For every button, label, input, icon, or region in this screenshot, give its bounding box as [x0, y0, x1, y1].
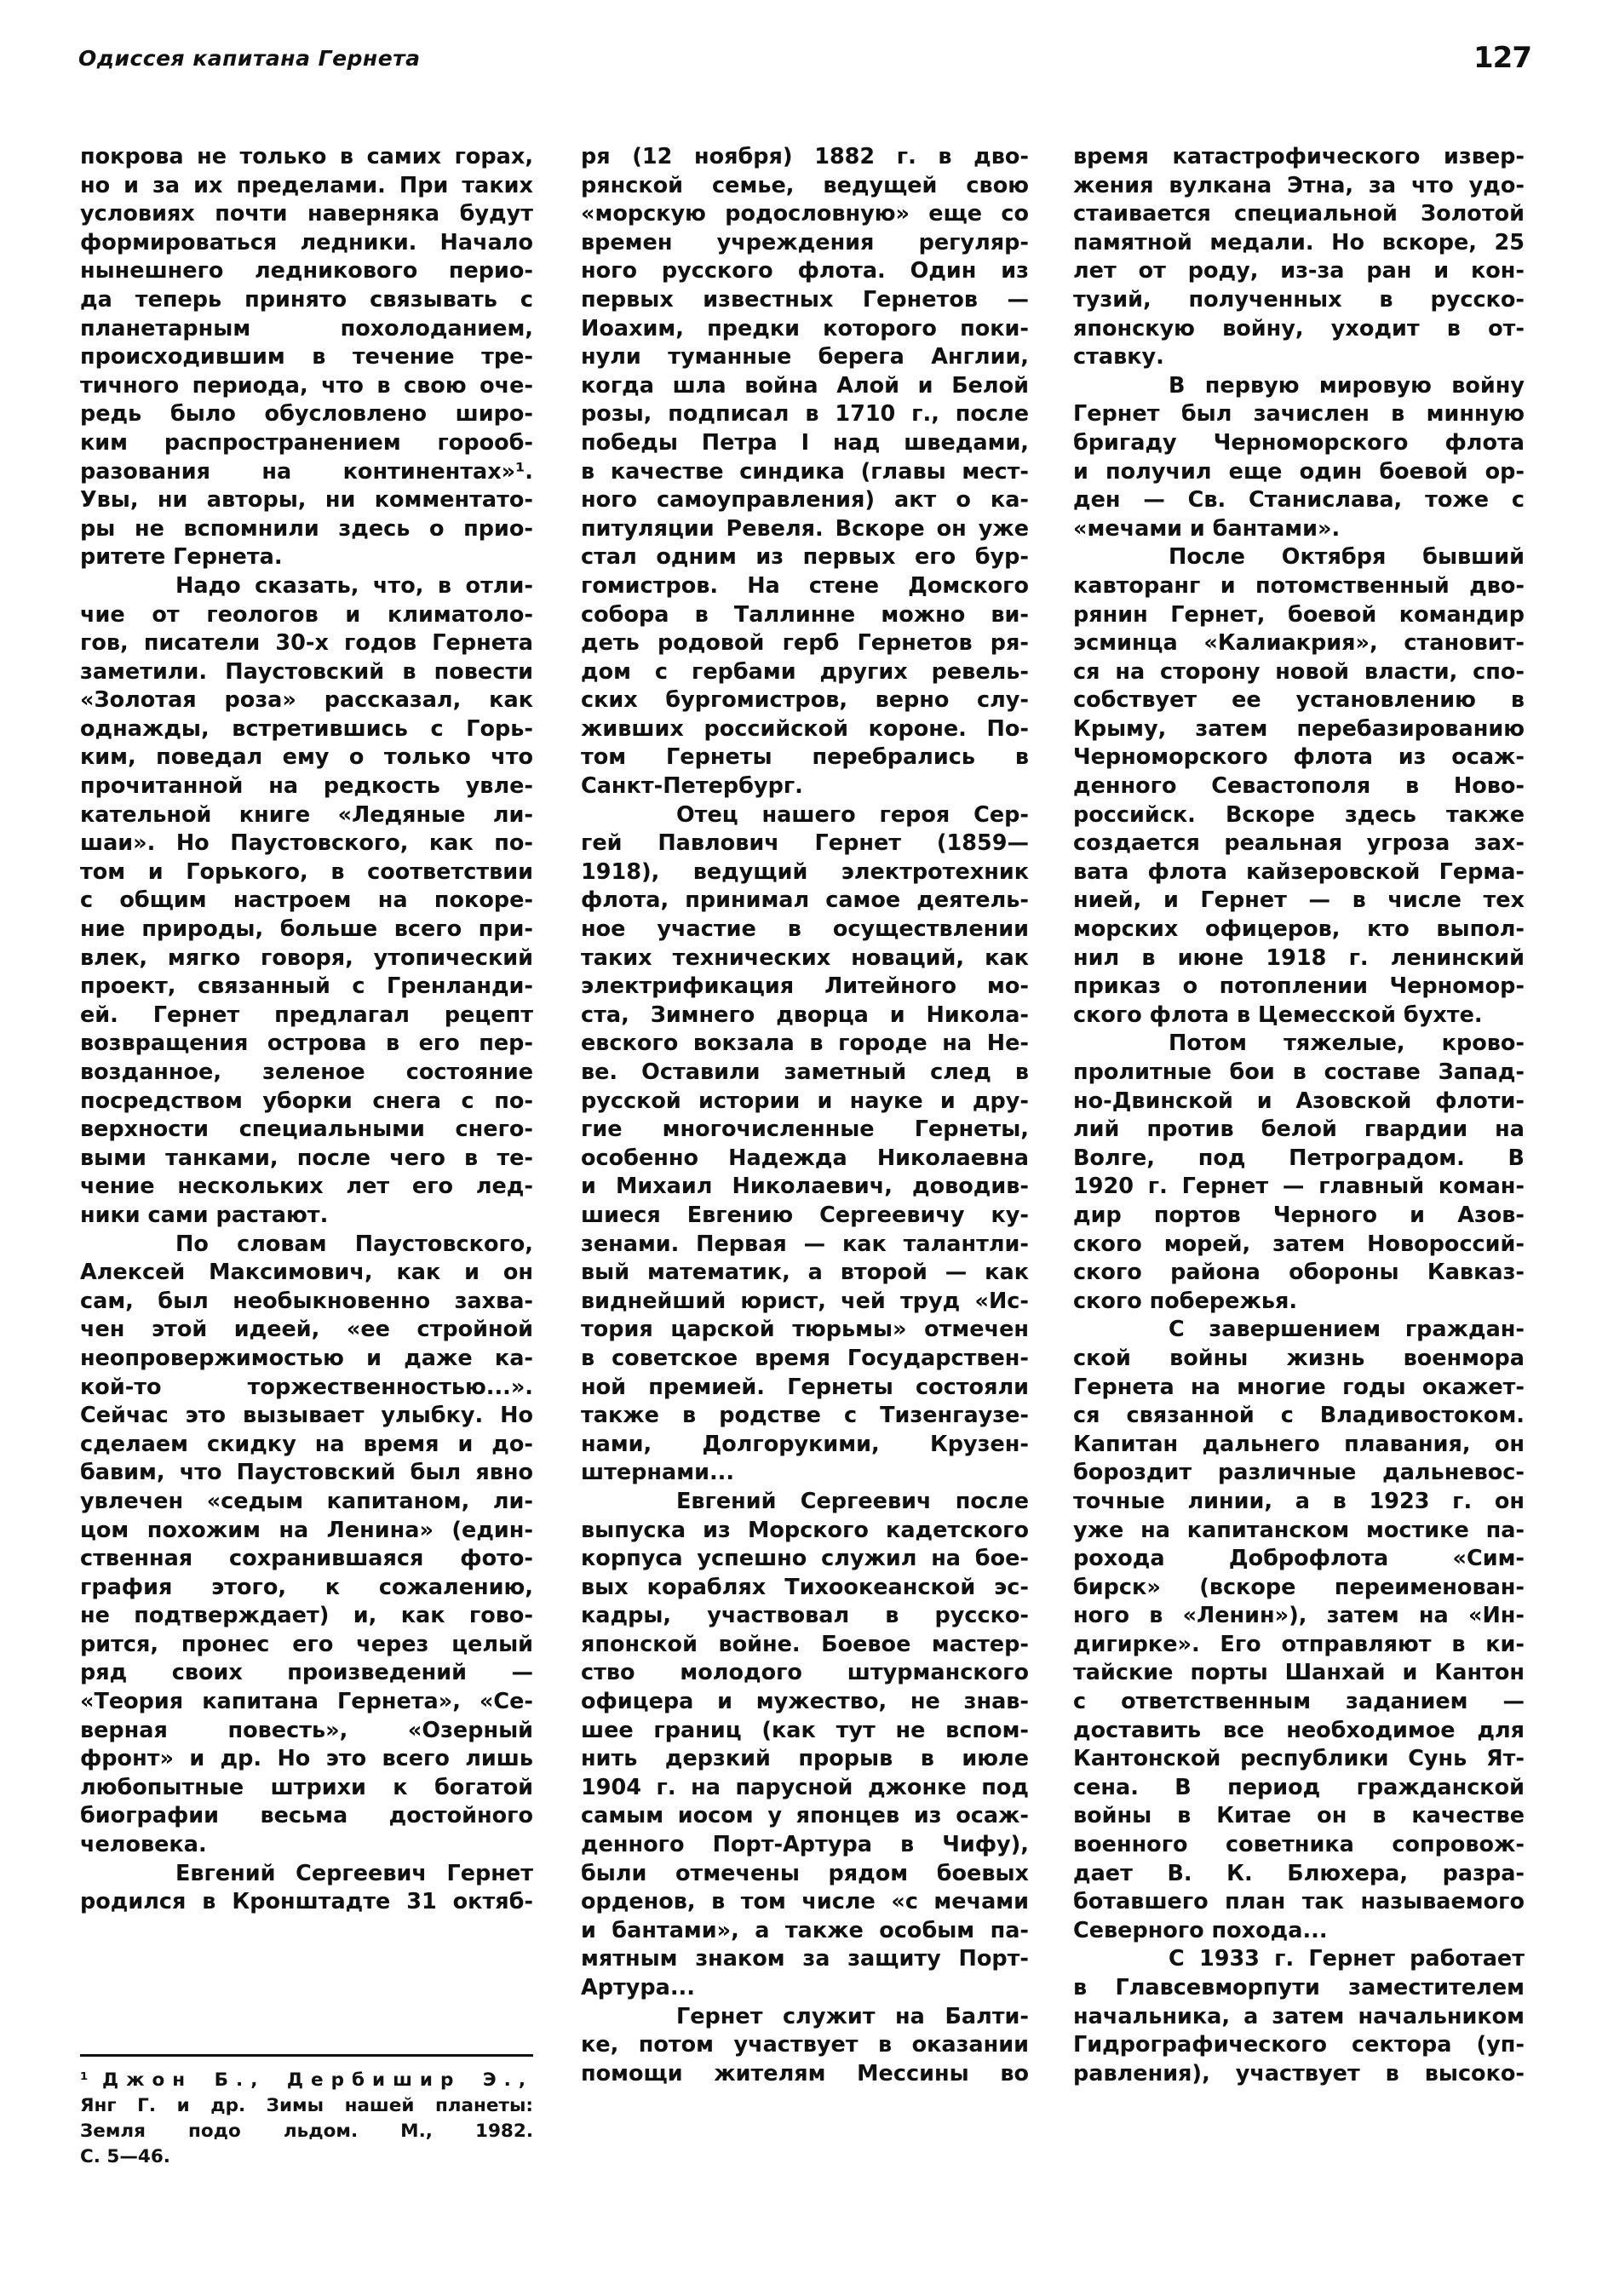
text-line: заметили. Паустовский в повести: [80, 658, 533, 685]
text-line: ся связанной с Владивостоком.: [1073, 1403, 1525, 1429]
text-line: вых кораблях Тихоокеанской эс-: [581, 1574, 1029, 1600]
footnote-first-line: [80, 2068, 533, 2093]
text-line: неопровержимостью и даже ка-: [80, 1345, 533, 1371]
text-line: российск. Вскоре здесь также: [1073, 801, 1525, 828]
footnote-line: Янг Г. и др. Зимы нашей планеты:: [80, 2095, 533, 2116]
text-line: ставку.: [1073, 344, 1164, 370]
text-line: ской войны жизнь военмора: [1073, 1345, 1525, 1371]
text-line: уже на капитанском мостике па-: [1073, 1517, 1525, 1543]
text-line: собора в Таллинне можно ви-: [581, 601, 1029, 628]
text-line: покрова не только в самих горах,: [80, 144, 533, 169]
text-line: том и Горького, в соответствии: [80, 858, 533, 885]
text-line: фронт» и др. Но это всего лишь: [80, 1746, 533, 1772]
text-line: родился в Кронштадте 31 октяб-: [80, 1889, 533, 1915]
text-line: денного Севастополя в Ново-: [1073, 773, 1525, 800]
text-line: лет от роду, из-за ран и кон-: [1073, 258, 1525, 284]
text-line: гей Павлович Гернет (1859—: [581, 830, 1029, 857]
text-line: ста, Зимнего дворца и Никола-: [581, 1002, 1029, 1028]
text-line: Гернет был зачислен в минную: [1073, 401, 1525, 428]
text-line: доставить все необходимое для: [1073, 1717, 1525, 1743]
text-line: Артура...: [581, 1975, 695, 2000]
text-line: денного Порт-Артура в Чифу),: [581, 1832, 1029, 1858]
text-line: гов, писатели 30-х годов Гернета: [80, 630, 533, 657]
text-line: «Теория капитана Гернета», «Се-: [80, 1689, 533, 1715]
text-line: тичного периода, что в свою оче-: [80, 372, 533, 399]
text-line: орденов, в том числе «с мечами: [581, 1889, 1029, 1915]
text-line: Северного похода...: [1073, 1917, 1328, 1943]
text-line: тория царской тюрьмы» отмечен: [581, 1317, 1029, 1343]
text-line: времен учреждения регуляр-: [581, 229, 1029, 255]
text-line: время катастрофического извер-: [1073, 144, 1525, 169]
text-line: нил в июне 1918 г. ленинский: [1073, 944, 1525, 971]
text-line: да теперь принято связывать с: [80, 286, 533, 313]
text-line: По словам Паустовского,: [175, 1231, 533, 1257]
text-line: ного русского флота. Один из: [581, 258, 1029, 284]
text-line: После Октября бывший: [1169, 544, 1525, 571]
text-line: бирск» (вскоре переименован-: [1073, 1574, 1525, 1600]
text-line: «мечами и бантами».: [1073, 515, 1341, 542]
text-line: Отец нашего героя Сер-: [676, 801, 1029, 828]
text-line: создается реальная угроза зах-: [1073, 830, 1525, 857]
text-line: стал одним из первых его бур-: [581, 544, 1029, 571]
footnote-divider: [80, 2054, 533, 2057]
text-line: ное участие в осуществлении: [581, 916, 1029, 943]
text-line: шее границ (как тут не вспом-: [581, 1717, 1029, 1743]
footnote-line: С. 5—46.: [80, 2146, 170, 2167]
text-line: виднейший юрист, чей труд «Ис-: [581, 1288, 1029, 1314]
text-line: и Михаил Николаевич, доводив-: [581, 1174, 1029, 1200]
text-line: формироваться ледники. Начало: [80, 229, 533, 255]
text-line: гие многочисленные Гернеты,: [581, 1116, 1029, 1143]
text-line: С завершением граждан-: [1169, 1317, 1525, 1343]
text-line: также в родстве с Тизенгаузе-: [581, 1403, 1029, 1429]
text-line: ры не вспомнили здесь о прио-: [80, 515, 533, 542]
text-line: ся на сторону новой власти, спо-: [1073, 658, 1525, 685]
text-line: с ответственным заданием —: [1073, 1689, 1525, 1715]
text-line: сделаем скидку на время и до-: [80, 1431, 533, 1457]
text-line: рится, пронес его через целый: [80, 1631, 533, 1657]
text-line: ден — Св. Станислава, тоже с: [1073, 487, 1525, 514]
text-line: 1904 г. на парусной джонке под: [581, 1774, 1029, 1800]
text-line: нить дерзкий прорыв в июле: [581, 1746, 1029, 1772]
text-line: были отмечены рядом боевых: [581, 1860, 1029, 1886]
text-line: тайские порты Шанхай и Кантон: [1073, 1660, 1525, 1686]
text-line: офицера и мужество, не знав-: [581, 1689, 1029, 1715]
text-line: военного советника сопровож-: [1073, 1832, 1525, 1858]
text-line: ство молодого штурманского: [581, 1660, 1029, 1686]
text-line: штернами...: [581, 1460, 735, 1486]
text-line: но-Двинской и Азовской флоти-: [1073, 1088, 1525, 1114]
text-line: сена. В период гражданской: [1073, 1774, 1525, 1800]
text-line: кательной книге «Ледяные ли-: [80, 801, 533, 828]
text-line: зенами. Первая — как талантли-: [581, 1231, 1029, 1257]
text-line: Иоахим, предки которого поки-: [581, 315, 1029, 342]
text-line: ского побережья.: [1073, 1288, 1298, 1314]
text-line: нами, Долгорукими, Крузен-: [581, 1431, 1029, 1457]
text-line: Потом тяжелые, крово-: [1169, 1030, 1525, 1057]
text-line: влек, мягко говоря, утопический: [80, 944, 533, 971]
text-line: Санкт-Петербург.: [581, 773, 803, 800]
text-line: ского морей, затем Новороссий-: [1073, 1231, 1525, 1257]
text-line: бавим, что Паустовский был явно: [80, 1460, 533, 1486]
text-line: равления), участвует в высоко-: [1073, 2060, 1525, 2086]
text-line: ким распространением горооб-: [80, 429, 533, 456]
footnote-authors: Джон Б., Дербишир Э.,: [101, 2069, 533, 2091]
text-line: памятной медали. Но вскоре, 25: [1073, 229, 1525, 255]
text-line: шаи». Но Паустовского, как по-: [80, 830, 533, 857]
text-line: тузий, полученных в русско-: [1073, 286, 1525, 313]
text-line: ского флота в Цемесской бухте.: [1073, 1002, 1483, 1028]
text-line: дает В. К. Блюхера, разра-: [1073, 1860, 1525, 1886]
text-line: гомистров. На стене Домского: [581, 572, 1029, 599]
text-line: помощи жителям Мессины во: [581, 2060, 1029, 2086]
text-line: Крыму, затем перебазированию: [1073, 715, 1525, 742]
text-line: условиях почти наверняка будут: [80, 201, 533, 227]
text-line: том Гернеты перебрались в: [581, 744, 1029, 771]
text-line: выми танками, после чего в те-: [80, 1145, 533, 1171]
text-line: планетарным похолоданием,: [80, 315, 533, 342]
text-line: лий против белой гвардии на: [1073, 1116, 1525, 1143]
text-line: Гернет служит на Балти-: [676, 2003, 1029, 2029]
text-line: ние природы, больше всего при-: [80, 916, 533, 943]
footnote-line: Земля подо льдом. М., 1982.: [80, 2121, 533, 2142]
text-line: питуляции Ревеля. Вскоре он уже: [581, 515, 1029, 542]
text-line: морских офицеров, кто выпол-: [1073, 916, 1525, 943]
text-line: в Главсевморпути заместителем: [1073, 1975, 1525, 2000]
text-line: ве. Оставили заметный след в: [581, 1059, 1029, 1085]
text-line: нией, и Гернет — в числе тех: [1073, 887, 1525, 914]
text-line: японской войне. Боевое мастер-: [581, 1631, 1029, 1657]
text-line: жения вулкана Этна, за что удо-: [1073, 172, 1525, 198]
text-line: выпуска из Морского кадетского: [581, 1517, 1029, 1543]
text-line: ря (12 ноября) 1882 г. в дво-: [581, 144, 1029, 169]
text-line: ботавшего план так называемого: [1073, 1889, 1525, 1915]
text-line: флота, принимал самое деятель-: [581, 887, 1029, 914]
text-line: Капитан дальнего плавания, он: [1073, 1431, 1525, 1457]
text-line: В первую мировую войну: [1169, 372, 1525, 399]
text-line: «морскую родословную» еще со: [581, 201, 1029, 227]
text-line: ских бургомистров, верно слу-: [581, 687, 1029, 714]
text-line: самым иосом у японцев из осаж-: [581, 1803, 1029, 1829]
text-line: дир портов Черного и Азов-: [1073, 1202, 1525, 1228]
footnote: [80, 2068, 533, 2170]
text-line: редь было обусловлено широ-: [80, 401, 533, 428]
text-line: приказ о потоплении Черномор-: [1073, 973, 1525, 1000]
text-line: живших российской короне. По-: [581, 715, 1029, 742]
text-line: кавторанг и потомственный дво-: [1073, 572, 1525, 599]
text-line: чие от геологов и климатоло-: [80, 601, 533, 628]
text-line: Сейчас это вызывает улыбку. Но: [80, 1403, 533, 1429]
text-line: мятным знаком за защиту Порт-: [581, 1946, 1029, 1972]
text-line: стаивается специальной Золотой: [1073, 201, 1525, 227]
text-line: ственная сохранившаяся фото-: [80, 1546, 533, 1572]
text-line: Гернета на многие годы окажет-: [1073, 1374, 1525, 1400]
text-line: Черноморского флота из осаж-: [1073, 744, 1525, 771]
text-line: победы Петра I над шведами,: [581, 429, 1029, 456]
text-line: дом с гербами других ревель-: [581, 658, 1029, 685]
text-line: ке, потом участвует в оказании: [581, 2032, 1029, 2058]
text-line: Гидрографического сектора (уп-: [1073, 2032, 1525, 2058]
text-line: не подтверждает) и, как гово-: [80, 1603, 533, 1629]
text-line: бороздит различные дальневос-: [1073, 1460, 1525, 1486]
text-line: деть родовой герб Гернетов ря-: [581, 630, 1029, 657]
text-line: ного самоуправления) акт о ка-: [581, 487, 1029, 514]
text-line: в качестве синдика (главы мест-: [581, 458, 1029, 485]
text-line: электрификация Литейного мо-: [581, 973, 1029, 1000]
text-line: ной премией. Гернеты состояли: [581, 1374, 1029, 1400]
text-line: русской истории и науке и дру-: [581, 1088, 1029, 1114]
text-line: кой-то торжественностью...».: [80, 1374, 533, 1400]
text-line: но и за их пределами. При таких: [80, 172, 533, 198]
page-number: 127: [1473, 41, 1531, 75]
text-line: бригаду Черноморского флота: [1073, 429, 1525, 456]
text-line: и получил еще один боевой ор-: [1073, 458, 1525, 485]
text-line: дигирке». Его отправляют в ки-: [1073, 1631, 1525, 1657]
text-line: Кантонской республики Сунь Ят-: [1073, 1746, 1525, 1772]
text-line: чен этой идеей, «ее стройной: [80, 1317, 533, 1343]
text-line: особенно Надежда Николаевна: [581, 1145, 1029, 1171]
text-line: ряд своих произведений —: [80, 1660, 533, 1686]
text-column-1: [80, 143, 533, 1917]
text-line: с общим настроем на покоре-: [80, 887, 533, 914]
text-line: ким, поведал ему о только что: [80, 744, 533, 771]
text-line: пролитные бои в составе Запад-: [1073, 1059, 1525, 1085]
text-line: ей. Гернет предлагал рецепт: [80, 1002, 533, 1028]
text-column-3: [1073, 143, 1525, 2088]
text-line: первых известных Гернетов —: [581, 286, 1029, 313]
text-line: сам, был необыкновенно захва-: [80, 1288, 533, 1314]
text-line: шиеся Евгению Сергеевичу ку-: [581, 1202, 1029, 1228]
text-line: когда шла война Алой и Белой: [581, 372, 1029, 399]
text-line: вата флота кайзеровской Герма-: [1073, 858, 1525, 885]
text-line: любопытные штрихи к богатой: [80, 1774, 533, 1800]
running-title: Одиссея капитана Гернета: [78, 46, 421, 71]
text-line: 1918), ведущий электротехник: [581, 858, 1029, 885]
text-line: Увы, ни авторы, ни комментато-: [80, 487, 533, 514]
text-line: японскую войну, уходит в от-: [1073, 315, 1525, 342]
text-line: верная повесть», «Озерный: [80, 1717, 533, 1743]
text-line: ского района обороны Кавказ-: [1073, 1260, 1525, 1286]
text-line: точные линии, а в 1923 г. он: [1073, 1488, 1525, 1514]
text-line: 1920 г. Гернет — главный коман-: [1073, 1174, 1525, 1200]
text-line: евского вокзала в городе на Не-: [581, 1030, 1029, 1057]
text-line: графия этого, к сожалению,: [80, 1574, 533, 1600]
text-line: кадры, участвовал в русско-: [581, 1603, 1029, 1629]
text-line: посредством уборки снега с по-: [80, 1088, 533, 1114]
text-line: и бантами», а также особым па-: [581, 1917, 1029, 1943]
text-line: увлечен «седым капитаном, ли-: [80, 1488, 533, 1514]
text-line: биографии весьма достойного: [80, 1803, 533, 1829]
text-line: Евгений Сергеевич Гернет: [175, 1860, 533, 1886]
text-line: Надо сказать, что, в отли-: [175, 572, 533, 599]
footnote-lines: [80, 2093, 533, 2170]
text-line: верхности специальными снего-: [80, 1116, 533, 1143]
text-line: прочитанной на редкость увле-: [80, 773, 533, 800]
text-line: войны в Китае он в качестве: [1073, 1803, 1525, 1829]
text-line: вый математик, а второй — как: [581, 1260, 1029, 1286]
text-line: человека.: [80, 1832, 207, 1858]
text-line: корпуса успешно служил на бое-: [581, 1546, 1029, 1572]
text-line: рянской семье, ведущей свою: [581, 172, 1029, 198]
text-line: ники сами растают.: [80, 1202, 329, 1228]
text-line: таких технических новаций, как: [581, 944, 1029, 971]
text-line: однажды, встретившись с Горь-: [80, 715, 533, 742]
text-line: собствует ее установлению в: [1073, 687, 1525, 714]
text-line: Алексей Максимович, как и он: [80, 1260, 533, 1286]
text-line: Евгений Сергеевич после: [676, 1488, 1029, 1514]
text-line: начальника, а затем начальником: [1073, 2003, 1525, 2029]
text-line: Волге, под Петроградом. В: [1073, 1145, 1525, 1171]
text-line: «Золотая роза» рассказал, как: [80, 687, 533, 714]
text-column-2: [581, 143, 1029, 2088]
text-line: происходившим в течение тре-: [80, 344, 533, 370]
text-line: чение нескольких лет его лед-: [80, 1174, 533, 1200]
text-line: разования на континентах»¹.: [80, 458, 533, 485]
text-line: проект, связанный с Гренланди-: [80, 973, 533, 1000]
text-line: ритете Гернета.: [80, 544, 283, 571]
text-line: в советское время Государствен-: [581, 1345, 1029, 1371]
text-line: нынешнего ледникового перио-: [80, 258, 533, 284]
text-line: нули туманные берега Англии,: [581, 344, 1029, 370]
text-line: розы, подписал в 1710 г., после: [581, 401, 1029, 428]
text-line: С 1933 г. Гернет работает: [1169, 1946, 1525, 1972]
footnote-marker: ¹: [80, 2069, 89, 2091]
text-line: рохода Доброфлота «Сим-: [1073, 1546, 1525, 1572]
text-line: эсминца «Калиакрия», становит-: [1073, 630, 1525, 657]
text-line: ного в «Ленин»), затем на «Ин-: [1073, 1603, 1525, 1629]
text-line: рянин Гернет, боевой командир: [1073, 601, 1525, 628]
text-line: возданное, зеленое состояние: [80, 1059, 533, 1085]
text-line: цом похожим на Ленина» (един-: [80, 1517, 533, 1543]
text-line: возвращения острова в его пер-: [80, 1030, 533, 1057]
